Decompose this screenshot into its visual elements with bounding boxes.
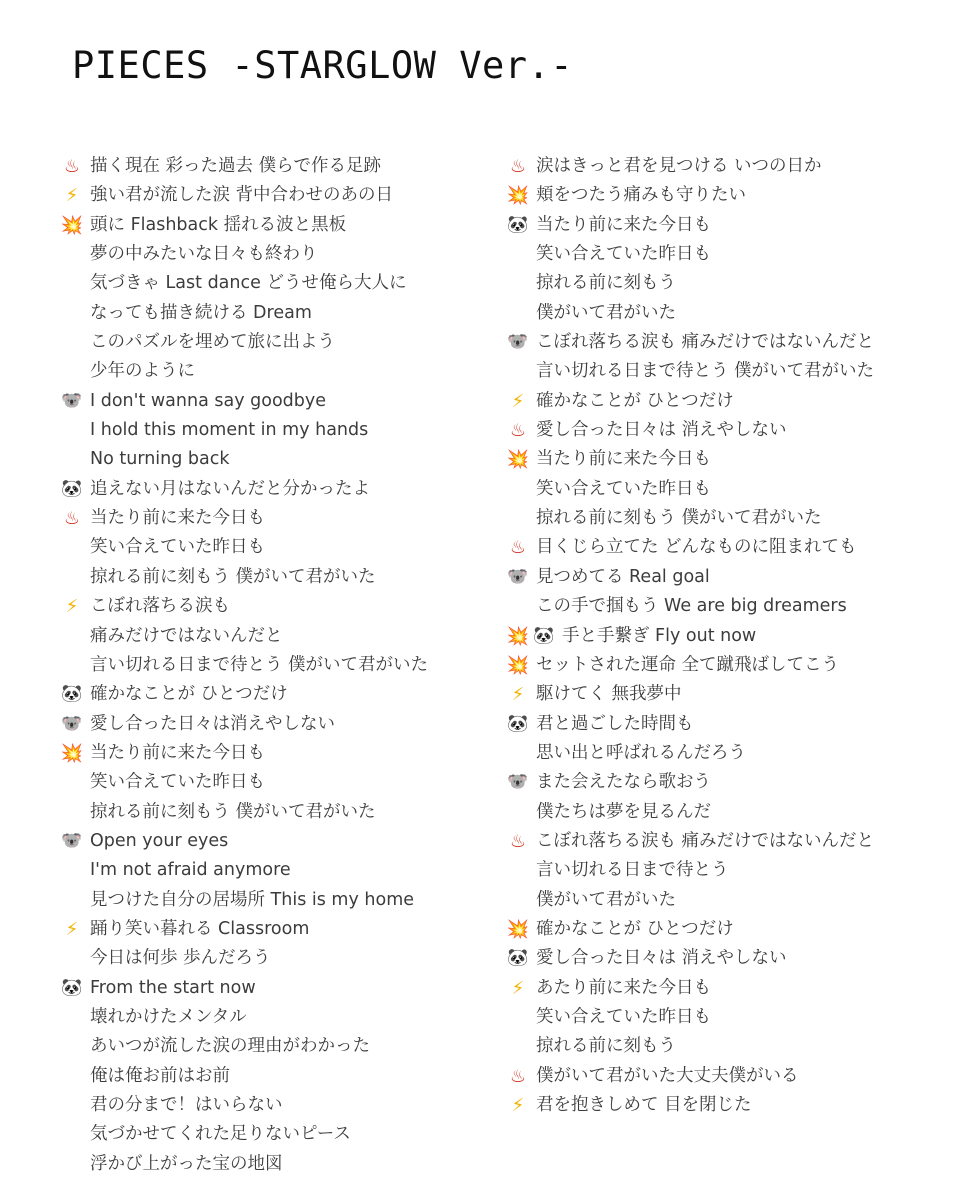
lyric-line: 💥 🐼 手と手繋ぎ Fly out now (506, 622, 956, 651)
lyric-line: 掠れる前に刻もう 僕がいて君がいた (90, 801, 376, 822)
collision-icon: 💥 (60, 214, 84, 236)
lyrics-column-right (506, 152, 956, 1120)
lyric-line: 掠れる前に刻もう (536, 273, 676, 294)
collision-icon: 💥 (506, 449, 530, 471)
lyric-line: 掠れる前に刻もう (536, 1036, 676, 1057)
lyric-line: 💥 当たり前に来た今日も (60, 739, 480, 768)
panda-icon: 🐼 (61, 684, 83, 705)
lyric-line: 笑い合えていた昨日も (90, 537, 265, 558)
lyric-line: 🐨 I don't wanna say goodbye (60, 387, 480, 416)
lyric-line: ⚡ 踊り笑い暮れる Classroom (60, 915, 480, 944)
lyric-line: I hold this moment in my hands (90, 420, 369, 441)
lyric-line: 笑い合えていた昨日も (536, 1006, 711, 1027)
collision-icon: 💥 (506, 654, 530, 676)
koala-icon: 🐨 (61, 390, 83, 411)
lyric-line: 笑い合えていた昨日も (90, 772, 265, 793)
lyric-line: なっても描き続ける Dream (90, 302, 312, 323)
lyric-line: ♨ 僕がいて君がいた大丈夫僕がいる (506, 1062, 956, 1091)
lyric-line: 僕たちは夢を見るんだ (536, 801, 711, 822)
lyric-line: 🐼 追えない月はないんだと分かったよ (60, 475, 480, 504)
koala-icon: 🐨 (61, 713, 83, 734)
hot-springs-icon: ♨ (509, 830, 527, 852)
lightning-icon: ⚡ (65, 918, 79, 940)
lyric-line: 思い出と呼ばれるんだろう (536, 742, 746, 763)
lyric-line: 言い切れる日まで待とう 僕がいて君がいた (90, 654, 429, 675)
panda-icon: 🐼 (61, 478, 83, 499)
lyric-line: 💥 セットされた運命 全て蹴飛ばしてこう (506, 651, 956, 680)
hot-springs-icon: ♨ (509, 537, 527, 559)
lyric-line: ♨ 涙はきっと君を見つける いつの日か (506, 152, 956, 181)
lyric-line: 今日は何歩 歩んだろう (90, 948, 271, 969)
lyric-line: 💥 確かなことが ひとつだけ (506, 915, 956, 944)
lyric-line: 💥 頭に Flashback 揺れる波と黒板 (60, 211, 480, 240)
lyric-line: ♨ 目くじら立てた どんなものに阻まれても (506, 533, 956, 562)
lyric-line: 🐼 君と過ごした時間も (506, 710, 956, 739)
lyric-line: このパズルを埋めて旅に出よう (90, 332, 335, 353)
collision-icon: 💥 (506, 625, 530, 647)
hot-springs-icon: ♨ (509, 1065, 527, 1087)
lyric-line: 掠れる前に刻もう 僕がいて君がいた (90, 566, 376, 587)
lyric-line: 🐼 愛し合った日々は 消えやしない (506, 944, 956, 973)
lightning-icon: ⚡ (511, 977, 525, 999)
lyric-line: 浮かび上がった宝の地図 (90, 1153, 283, 1174)
panda-icon: 🐼 (507, 948, 529, 969)
lyric-line: 僕がいて君がいた (536, 302, 676, 323)
lyric-line: 僕がいて君がいた (536, 889, 676, 910)
lyric-line: ♨ 描く現在 彩った過去 僕らで作る足跡 (60, 152, 480, 181)
hot-springs-icon: ♨ (63, 508, 81, 530)
lyric-line: ⚡ 確かなことが ひとつだけ (506, 387, 956, 416)
panda-icon: 🐼 (507, 214, 529, 235)
lyric-line: 🐨 愛し合った日々は消えやしない (60, 710, 480, 739)
hot-springs-icon: ♨ (63, 156, 81, 177)
hot-springs-icon: ♨ (509, 420, 527, 442)
lightning-icon: ⚡ (65, 596, 79, 618)
lyric-line: No turning back (90, 449, 230, 470)
lyric-line: この手で掴もう We are big dreamers (536, 596, 847, 617)
koala-icon: 🐨 (507, 332, 529, 353)
lyric-line: ⚡ 君を抱きしめて 目を閉じた (506, 1091, 956, 1120)
lyric-line: 壊れかけたメンタル (90, 1006, 247, 1027)
lyric-line: ♨ 当たり前に来た今日も (60, 504, 480, 533)
lyric-line: 掠れる前に刻もう 僕がいて君がいた (536, 508, 822, 529)
lyric-line: 痛みだけではないんだと (90, 625, 283, 646)
koala-icon: 🐨 (507, 566, 529, 587)
lyric-line: 気づかせてくれた足りないピース (90, 1124, 351, 1145)
lyric-line: あいつが流した涙の理由がわかった (90, 1036, 370, 1057)
lyric-line: 言い切れる日まで待とう 僕がいて君がいた (536, 361, 875, 382)
panda-icon: 🐼 (507, 713, 529, 734)
lyric-line: 笑い合えていた昨日も (536, 478, 711, 499)
lyric-line: 見つけた自分の居場所 This is my home (90, 889, 415, 910)
lyric-line: ⚡ 駆けてく 無我夢中 (506, 680, 956, 709)
page-title: PIECES -STARGLOW Ver.- (72, 44, 574, 87)
collision-icon: 💥 (506, 185, 530, 207)
lyric-line: 🐨 Open your eyes (60, 827, 480, 856)
lyric-line: ⚡ あたり前に来た今日も (506, 974, 956, 1003)
hot-springs-icon: ♨ (509, 156, 527, 177)
lyric-line: 君の分まで！はいらない (90, 1095, 283, 1115)
lyric-line: 💥 当たり前に来た今日も (506, 445, 956, 474)
lyric-line: 💥 頬をつたう痛みも守りたい (506, 181, 956, 210)
lyric-line: 笑い合えていた昨日も (536, 244, 711, 265)
collision-icon: 💥 (506, 918, 530, 940)
lyric-line: 俺は俺お前はお前 (90, 1065, 230, 1086)
lyric-line: ⚡ 強い君が流した涙 背中合わせのあの日 (60, 181, 480, 210)
panda-icon: 🐼 (61, 977, 83, 998)
lyric-line: I'm not afraid anymore (90, 860, 291, 881)
lyric-line: 言い切れる日まで待とう (536, 860, 729, 881)
lyric-line: 🐨 また会えたなら歌おう (506, 768, 956, 797)
panda-icon: 🐼 (533, 625, 555, 646)
lyric-line: ♨ 愛し合った日々は 消えやしない (506, 416, 956, 445)
lyric-line: 🐼 当たり前に来た今日も (506, 211, 956, 240)
lightning-icon: ⚡ (511, 1095, 525, 1116)
koala-icon: 🐨 (61, 830, 83, 851)
lyric-line: 🐨 見つめてる Real goal (506, 563, 956, 592)
lyric-line: 気づきゃ Last dance どうせ俺ら大人に (90, 273, 407, 294)
lyric-line: 🐼 確かなことが ひとつだけ (60, 680, 480, 709)
lyric-line: 夢の中みたいな日々も終わり (90, 244, 318, 265)
lyric-line: 少年のように (90, 361, 195, 382)
collision-icon: 💥 (60, 742, 84, 764)
lightning-icon: ⚡ (511, 390, 525, 412)
lyric-line: ⚡ こぼれ落ちる涙も (60, 592, 480, 621)
lightning-icon: ⚡ (511, 684, 525, 706)
lyric-line: 🐨 こぼれ落ちる涙も 痛みだけではないんだと (506, 328, 956, 357)
lyric-line: 🐼 From the start now (60, 974, 480, 1003)
koala-icon: 🐨 (507, 772, 529, 793)
lightning-icon: ⚡ (65, 185, 79, 207)
lyrics-column-left (60, 152, 480, 1179)
lyric-line: ♨ こぼれ落ちる涙も 痛みだけではないんだと (506, 827, 956, 856)
